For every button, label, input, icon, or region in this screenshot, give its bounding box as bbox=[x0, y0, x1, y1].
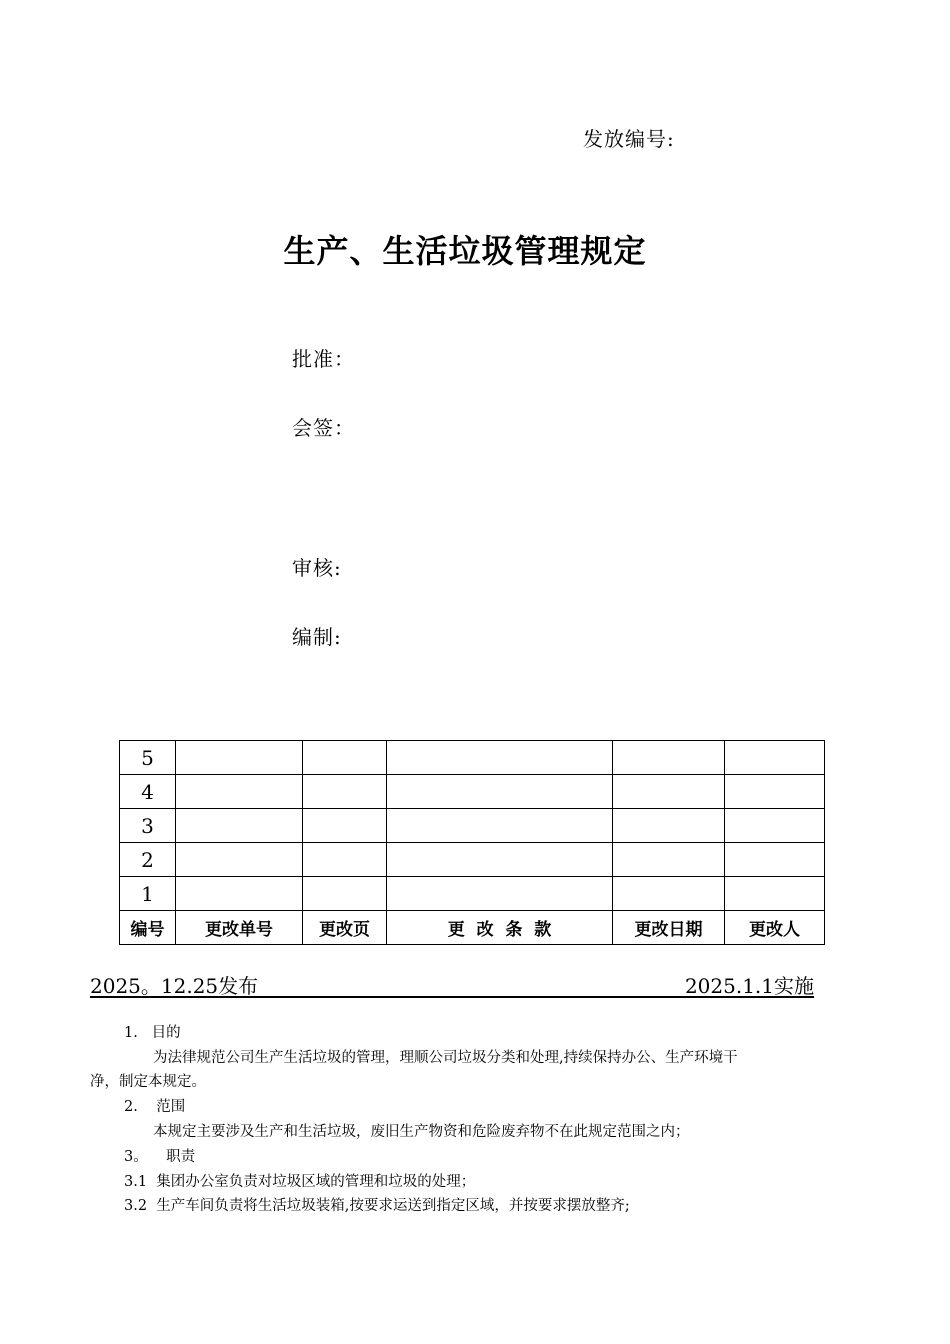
section-3-2: 3.2 生产车间负责将生活垃圾装箱,按要求运送到指定区域，并按要求摆放整齐; bbox=[124, 1198, 630, 1214]
revision-number-cell: 1 bbox=[120, 877, 176, 911]
section-1-body-line-1: 为法律规范公司生产生活垃圾的管理，理顺公司垃圾分类和处理,持续保持办公、生产环境干 bbox=[153, 1050, 738, 1066]
table-cell bbox=[303, 877, 387, 911]
table-row bbox=[120, 741, 825, 775]
publish-date: 2025。12.25发布 bbox=[90, 974, 259, 998]
header-change-clause: 更 改 条 款 bbox=[387, 911, 613, 945]
table-cell bbox=[613, 741, 725, 775]
table-cell bbox=[613, 843, 725, 877]
table-cell bbox=[613, 877, 725, 911]
table-cell bbox=[613, 775, 725, 809]
table-cell bbox=[303, 775, 387, 809]
table-cell bbox=[387, 843, 613, 877]
table-cell bbox=[303, 741, 387, 775]
revision-number-cell: 4 bbox=[120, 775, 176, 809]
header-number: 编号 bbox=[120, 911, 176, 945]
table-cell bbox=[387, 775, 613, 809]
table-cell bbox=[725, 775, 825, 809]
section-3-heading: 3。 职责 bbox=[124, 1149, 196, 1165]
document-title: 生产、生活垃圾管理规定 bbox=[283, 232, 647, 270]
header-changed-by: 更改人 bbox=[725, 911, 825, 945]
review-label: 审核: bbox=[292, 556, 342, 580]
table-cell bbox=[387, 877, 613, 911]
revision-table bbox=[119, 740, 825, 945]
table-cell bbox=[176, 741, 303, 775]
table-cell bbox=[176, 775, 303, 809]
approve-label: 批准： bbox=[292, 347, 355, 371]
effective-date: 2025.1.1实施 bbox=[684, 974, 814, 998]
date-line bbox=[90, 968, 814, 998]
section-1-heading: 1. 目的 bbox=[124, 1025, 181, 1041]
header-change-order-no: 更改单号 bbox=[176, 911, 303, 945]
table-row bbox=[120, 809, 825, 843]
header-change-date: 更改日期 bbox=[613, 911, 725, 945]
table-row bbox=[120, 775, 825, 809]
revision-number-cell: 3 bbox=[120, 809, 176, 843]
section-3-1: 3.1 集团办公室负责对垃圾区域的管理和垃圾的处理； bbox=[124, 1174, 476, 1190]
table-cell bbox=[613, 809, 725, 843]
table-cell bbox=[387, 809, 613, 843]
table-header-row bbox=[120, 911, 825, 945]
countersign-label: 会签： bbox=[292, 416, 355, 440]
section-1-body-line-2: 净，制定本规定。 bbox=[90, 1074, 206, 1090]
compile-label: 编制: bbox=[292, 625, 342, 649]
revision-number-cell: 5 bbox=[120, 741, 176, 775]
revision-number-cell: 2 bbox=[120, 843, 176, 877]
table-cell bbox=[387, 741, 613, 775]
table-cell bbox=[176, 843, 303, 877]
section-2-body: 本规定主要涉及生产和生活垃圾，废旧生产物资和危险废弃物不在此规定范围之内； bbox=[153, 1124, 690, 1140]
table-cell bbox=[725, 843, 825, 877]
table-row bbox=[120, 843, 825, 877]
section-2-heading: 2. 范围 bbox=[124, 1099, 186, 1115]
table-cell bbox=[725, 809, 825, 843]
header-change-page: 更改页 bbox=[303, 911, 387, 945]
table-row bbox=[120, 877, 825, 911]
issue-number-label: 发放编号: bbox=[583, 127, 675, 151]
table-cell bbox=[176, 809, 303, 843]
table-cell bbox=[725, 741, 825, 775]
table-cell bbox=[176, 877, 303, 911]
table-cell bbox=[303, 843, 387, 877]
table-cell bbox=[303, 809, 387, 843]
table-cell bbox=[725, 877, 825, 911]
